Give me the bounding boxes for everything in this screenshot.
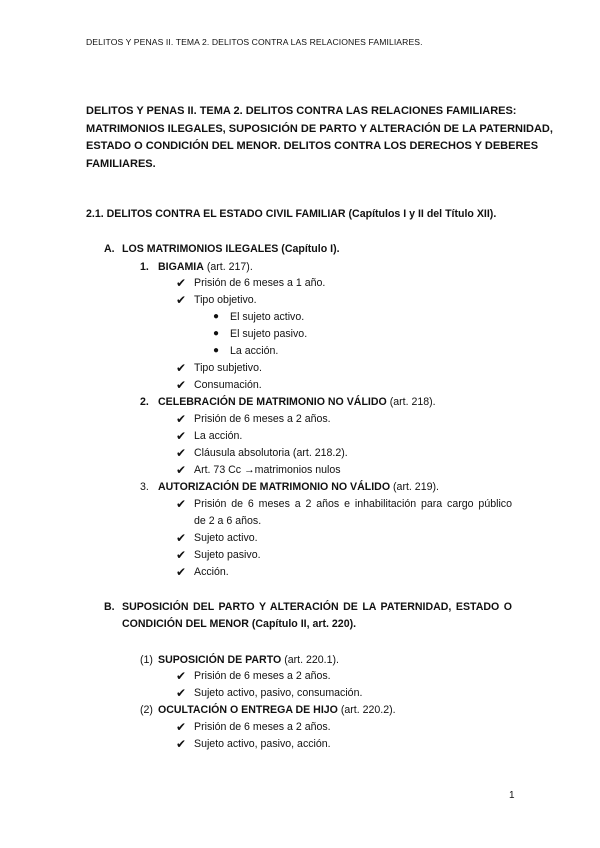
document-title <box>86 103 553 173</box>
title-line-3: ESTADO O CONDICIÓN DEL MENOR. DELITOS CONTRA LOS DERECHOS Y DEBERES <box>86 140 539 152</box>
check-icon: ✔ <box>176 293 187 307</box>
item-heading: BIGAMIA (art. 217). <box>158 261 253 273</box>
item-heading: OCULTACIÓN O ENTREGA DE HIJO (art. 220.2). <box>158 704 396 716</box>
check-icon: ✔ <box>176 720 187 734</box>
page-number: 1 <box>509 790 515 801</box>
bullet-icon: ● <box>213 345 220 356</box>
check-icon: ✔ <box>176 669 187 683</box>
list-item: Consumación. <box>194 379 262 391</box>
check-icon: ✔ <box>176 276 187 290</box>
part-b-title-line-1: SUPOSICIÓN DEL PARTO Y ALTERACIÓN DE LA PATERNIDAD, ESTADO O <box>122 601 512 613</box>
check-icon: ✔ <box>176 497 187 511</box>
list-item: Sujeto activo. <box>194 532 258 544</box>
list-item: Art. 73 Cc →matrimonios nulos <box>194 464 341 476</box>
section-heading <box>86 208 496 220</box>
check-icon: ✔ <box>176 361 187 375</box>
list-item: La acción. <box>194 430 243 442</box>
list-item: Tipo subjetivo. <box>194 362 262 374</box>
bullet-icon: ● <box>213 311 220 322</box>
check-icon: ✔ <box>176 548 187 562</box>
list-item: Sujeto pasivo. <box>194 549 261 561</box>
bullet-icon: ● <box>213 328 220 339</box>
item-heading: SUPOSICIÓN DE PARTO (art. 220.1). <box>158 654 339 666</box>
check-icon: ✔ <box>176 378 187 392</box>
list-item: Sujeto activo, pasivo, acción. <box>194 738 331 750</box>
check-icon: ✔ <box>176 531 187 545</box>
check-icon: ✔ <box>176 412 187 426</box>
item-number: 2. <box>140 396 149 408</box>
title-line-1: DELITOS Y PENAS II. TEMA 2. DELITOS CONTRA LAS RELACIONES FAMILIARES: <box>86 105 517 117</box>
part-b-marker: B. <box>104 601 115 613</box>
check-icon: ✔ <box>176 463 187 477</box>
list-item: Prisión de 6 meses a 2 años. <box>194 413 331 425</box>
item-number: 3. <box>140 481 149 493</box>
list-item: Prisión de 6 meses a 1 año. <box>194 277 326 289</box>
title-line-2: MATRIMONIOS ILEGALES, SUPOSICIÓN DE PARTO Y ALTERACIÓN DE LA PATERNIDAD, <box>86 122 553 135</box>
title-line-4: FAMILIARES. <box>86 157 156 170</box>
item-number: 1. <box>140 261 149 273</box>
list-item: Prisión de 6 meses a 2 años e inhabilitación para cargo público <box>194 498 512 510</box>
list-item: Acción. <box>194 566 229 578</box>
part-a-title: LOS MATRIMONIOS ILEGALES (Capítulo I). <box>122 243 340 255</box>
list-item: Prisión de 6 meses a 2 años. <box>194 721 331 733</box>
item-heading: CELEBRACIÓN DE MATRIMONIO NO VÁLIDO (art. 218). <box>158 396 436 408</box>
check-icon: ✔ <box>176 737 187 751</box>
check-icon: ✔ <box>176 686 187 700</box>
list-item: El sujeto activo. <box>230 311 305 323</box>
list-item: Sujeto activo, pasivo, consumación. <box>194 687 363 699</box>
list-item: Tipo objetivo. <box>194 294 257 306</box>
check-icon: ✔ <box>176 446 187 460</box>
section-heading-text: 2.1. DELITOS CONTRA EL ESTADO CIVIL FAMILIAR <box>86 208 346 220</box>
section-heading-ref: (Capítulos I y II del Título XII). <box>348 208 497 220</box>
item-number: (2) <box>140 704 153 716</box>
list-item: La acción. <box>230 345 279 357</box>
list-item-continuation: de 2 a 6 años. <box>194 515 262 527</box>
running-header: DELITOS Y PENAS II. TEMA 2. DELITOS CONTRA LAS RELACIONES FAMILIARES. <box>86 37 423 47</box>
check-icon: ✔ <box>176 565 187 579</box>
part-b-title-line-2: CONDICIÓN DEL MENOR (Capítulo II, art. 220). <box>122 618 357 630</box>
check-icon: ✔ <box>176 429 187 443</box>
item-heading: AUTORIZACIÓN DE MATRIMONIO NO VÁLIDO (art. 219). <box>158 481 439 493</box>
item-number: (1) <box>140 654 153 666</box>
list-item: Cláusula absolutoria (art. 218.2). <box>194 447 348 459</box>
list-item: El sujeto pasivo. <box>230 328 308 340</box>
part-a-marker: A. <box>104 243 115 255</box>
list-item: Prisión de 6 meses a 2 años. <box>194 670 331 682</box>
